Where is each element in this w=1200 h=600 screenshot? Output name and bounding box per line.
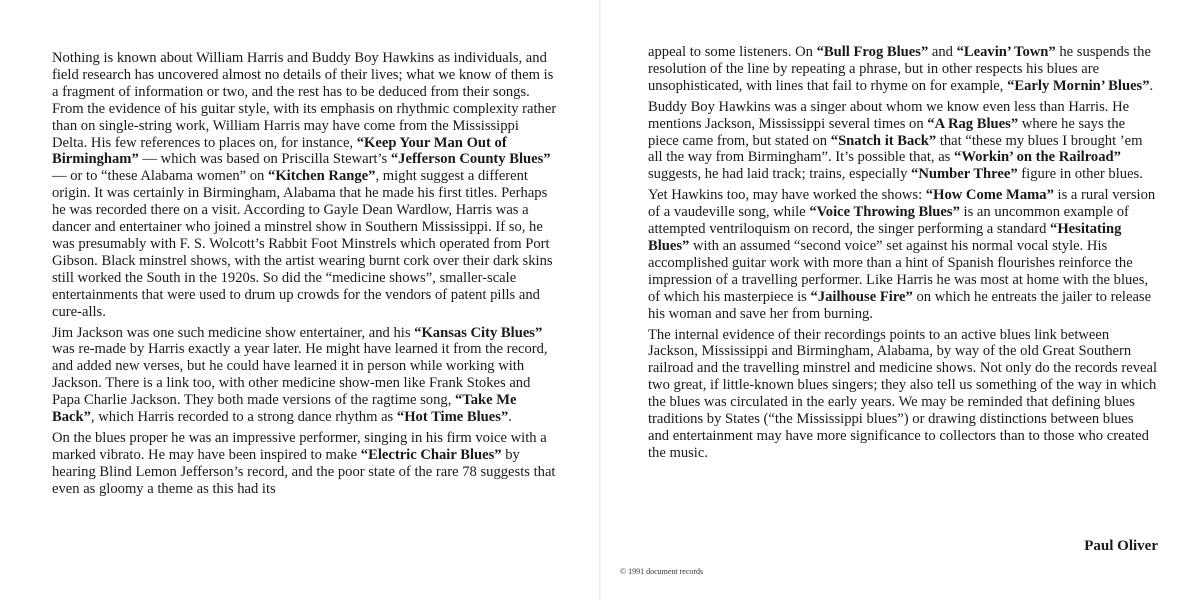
left-text-column <box>52 50 557 502</box>
song-title: “Early Mornin’ Blues” <box>1007 77 1150 94</box>
song-title: “Take Me Back” <box>52 392 517 426</box>
copyright-notice: © 1991 document records <box>620 567 704 576</box>
song-title: “Hot Time Blues” <box>396 409 509 426</box>
song-title: “A Rag Blues” <box>927 115 1019 132</box>
paragraph: Buddy Boy Hawkins was a singer about whom we know even less than Harris. He mentions Jackson, Mississippi several times on “A Rag Blues” where he says the piece came from, but stated on “Snatch it Back” that “these my blues I brought ’em all the way from Birmingham”. It’s possible that, as “Workin’ on the Railroad” suggests, he had laid track; trains, especially “Number Three” figure in other blues. <box>648 98 1143 183</box>
paragraph: Nothing is known about William Harris and Buddy Boy Hawkins as individuals, and field research has uncovered almost no details of their lives; what we know of them is a fragment of information or two, and the rest has to be deduced from their songs. From the evidence of his guitar style, with its emphasis on rhythmic complexity rather than on single-string work, William Harris may have come from the Mississippi Delta. His few references to places on, for instance, “Keep Your Man Out of Birmingham” — which was based on Priscilla Stewart’s “Jefferson County Blues” — or to “these Alabama women” on “Kitchen Range”, might suggest a different origin. It was certainly in Birmingham, Alabama that he made his first titles. Perhaps he was recorded there on a visit. According to Gayle Dean Wardlow, Harris was a dancer and entertainer who joined a minstrel show in Southern Mississippi. If so, he was presumably with F. S. Wolcott’s Rabbit Foot Minstrels which operated from Port Gibson. Black minstrel shows, with the artist wearing burnt cork over their dark skins still worked the South in the 1920s. So did the “medicine shows”, smaller-scale entertainments that were used to drum up crowds for the vendors of patent pills and cure-alls. <box>52 50 557 320</box>
right-text-column <box>648 44 1158 466</box>
paragraph: On the blues proper he was an impressive performer, singing in his firm voice with a marked vibrato. He may have been inspired to make “Electric Chair Blues” by hearing Blind Lemon Jefferson’s record, and the poor state of the rare 78 suggests that even as gloomy a theme as this had its <box>52 429 556 497</box>
song-title: “How Come Mama” <box>925 187 1054 204</box>
paragraph: Jim Jackson was one such medicine show entertainer, and his “Kansas City Blues” was re-made by Harris exactly a year later. He might have learned it from the record, and added new verses, but he could have learned it in person while working with Jackson. There is a link too, with other medicine show-men like Frank Stokes and Papa Charlie Jackson. They both made versions of the ragtime song, “Take Me Back”, which Harris recorded to a strong dance rhythm as “Hot Time Blues”. <box>52 324 548 426</box>
paragraph: appeal to some listeners. On “Bull Frog Blues” and “Leavin’ Town” he suspends the resolution of the line by repeating a phrase, but in other respects his blues are unsophisticated, with lines that fail to rhyme on for example, “Early Mornin’ Blues”. <box>648 44 1154 94</box>
song-title: “Electric Chair Blues” <box>360 446 502 463</box>
song-title: “Keep Your Man Out of Birmingham” <box>52 134 507 168</box>
song-title: “Bull Frog Blues” <box>816 44 929 60</box>
song-title: “Kitchen Range” <box>268 168 376 185</box>
paragraph: The internal evidence of their recordings points to an active blues link between Jackson, Mississippi and Birmingham, Alabama, by way of the old Great Southern railroad and the travelling minstrel and medicine shows. Not only do the records reveal two great, if little-known blues singers; they also tell us something of the way in which the blues was circulated in the early years. We may be reminded that defining blues traditions by States (“the Mississippi blues”) or drawing distinctions between blues and entertainment may have more significance to collectors than to those who created the music. <box>648 326 1158 461</box>
song-title: “Snatch it Back” <box>830 132 937 149</box>
right-page <box>600 0 1200 600</box>
author-signature: Paul Oliver <box>1084 538 1158 554</box>
song-title: “Jailhouse Fire” <box>810 288 913 305</box>
song-title: “Kansas City Blues” <box>414 324 543 341</box>
paragraph: Yet Hawkins too, may have worked the shows: “How Come Mama” is a rural version of a vaudeville song, while “Voice Throwing Blues” is an uncommon example of attempted ventriloquism on record, the singer performing a standard “Hesitating Blues” with an assumed “second voice” set against his normal vocal style. His accomplished guitar work with more than a hint of Spanish flourishes reinforce the impression of a travelling performer. Like Harris he was most at home with the blues, of which his masterpiece is “Jailhouse Fire” on which he entreats the jailer to release his woman and save her from burning. <box>648 187 1156 322</box>
song-title: “Workin’ on the Railroad” <box>954 149 1121 166</box>
song-title: “Number Three” <box>911 166 1018 183</box>
song-title: “Leavin’ Town” <box>956 44 1056 60</box>
song-title: “Hesitating Blues” <box>648 221 1122 254</box>
song-title: “Voice Throwing Blues” <box>809 204 960 221</box>
song-title: “Jefferson County Blues” <box>390 151 551 168</box>
